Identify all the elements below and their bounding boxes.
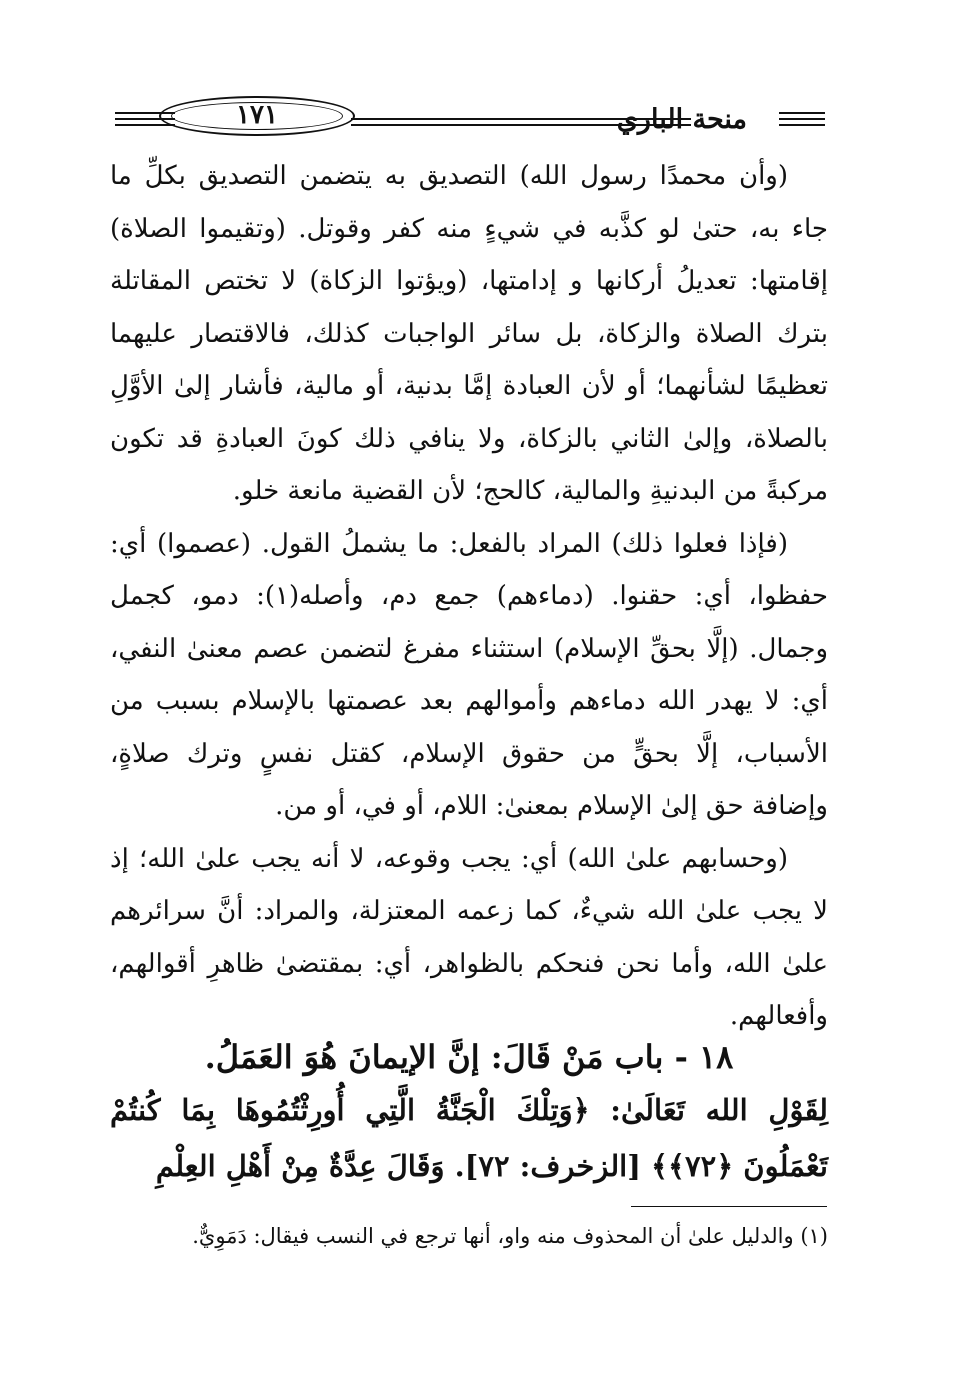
page-header [115, 92, 825, 152]
page-number: ١٧١ [236, 100, 278, 130]
header-rule [779, 124, 825, 126]
header-rule [779, 112, 825, 114]
paragraph: (وحسابهم علىٰ الله) أي: يجب وقوعه، لا أنه يجب علىٰ الله؛ إذ لا يجب علىٰ الله شيءٌ، كما زعمه المعتزلة، والمراد: أنَّ سرائرهم علىٰ الله، وأما نحن فنحكم بالظواهر، أي: بمقتضىٰ ظاهرِ أقوالهم، وأفعالهم. [110, 843, 828, 1031]
commentary-text [110, 150, 828, 1043]
footnote-separator [631, 1206, 827, 1207]
running-title: منحة الباري [616, 104, 747, 135]
chapter-heading: ١٨ - باب مَنْ قَالَ: إنَّ الإيمانَ هُوَ العَمَلُ. [204, 1038, 734, 1076]
footnote: (١) والدليل علىٰ أن المحذوف منه واو، أنها ترجع في النسب فيقال: دَمَوِيٌّ. [192, 1224, 828, 1248]
chapter-verse-text: لِقَوْلِ الله تَعَالَىٰ: ﴿وَتِلْكَ الْجَنَّةُ الَّتِي أُورِثْتُمُوهَا بِمَا كُنتُمْ تَعْمَلُونَ ﴿٧٢﴾﴾ [الزخرف: ٧٢]. وَقَالَ عِدَّةٌ مِنْ أَهْلِ العِلْمِ [110, 1093, 828, 1183]
page-number-frame [159, 96, 355, 136]
paragraph: (وأن محمدًا رسول الله) التصديق به يتضمن التصديق بكلِّ ما جاء به، حتىٰ لو كذَّبه في شيءٍ منه كفر وقوتل. (وتقيموا الصلاة) إقامتها: تعديلُ أركانها و إدامتها، (ويؤتوا الزكاة) لا تختص المقاتلة بترك الصلاة والزكاة، بل سائر الواجبات كذلك، فالاقتصار عليهما تعظيمًا لشأنهما؛ أو لأن العبادة إمَّا بدنية، أو مالية، فأشار إلىٰ الأوَّلِ بالصلاة، وإلىٰ الثاني بالزكاة، ولا ينافي ذلك كونَ العبادةِ قد تكون مركبةً من البدنيةِ والمالية، كالحج؛ لأن القضية مانعة خلو. [110, 161, 828, 506]
paragraph: (فإذا فعلوا ذلك) المراد بالفعل: ما يشملُ القول. (عصموا) أي: حفظوا، أي: حقنوا. (دماءهم) جمع دم، وأصله(١): دمو، كجمل وجمال. (إلَّا بحقِّ الإسلام) استثناء مفرغ لتضمن عصم معنىٰ النفي، أي: لا يهدر الله دماءهم وأموالهم بعد عصمتها بالإسلام بسبب من الأسباب، إلَّا بحقٍّ من حقوق الإسلام، كقتل نفسٍ وترك صلاةٍ، وإضافة حق إلىٰ الإسلام بمعنىٰ: اللام، أو في، أو من. [110, 528, 828, 821]
header-rule [779, 118, 825, 120]
